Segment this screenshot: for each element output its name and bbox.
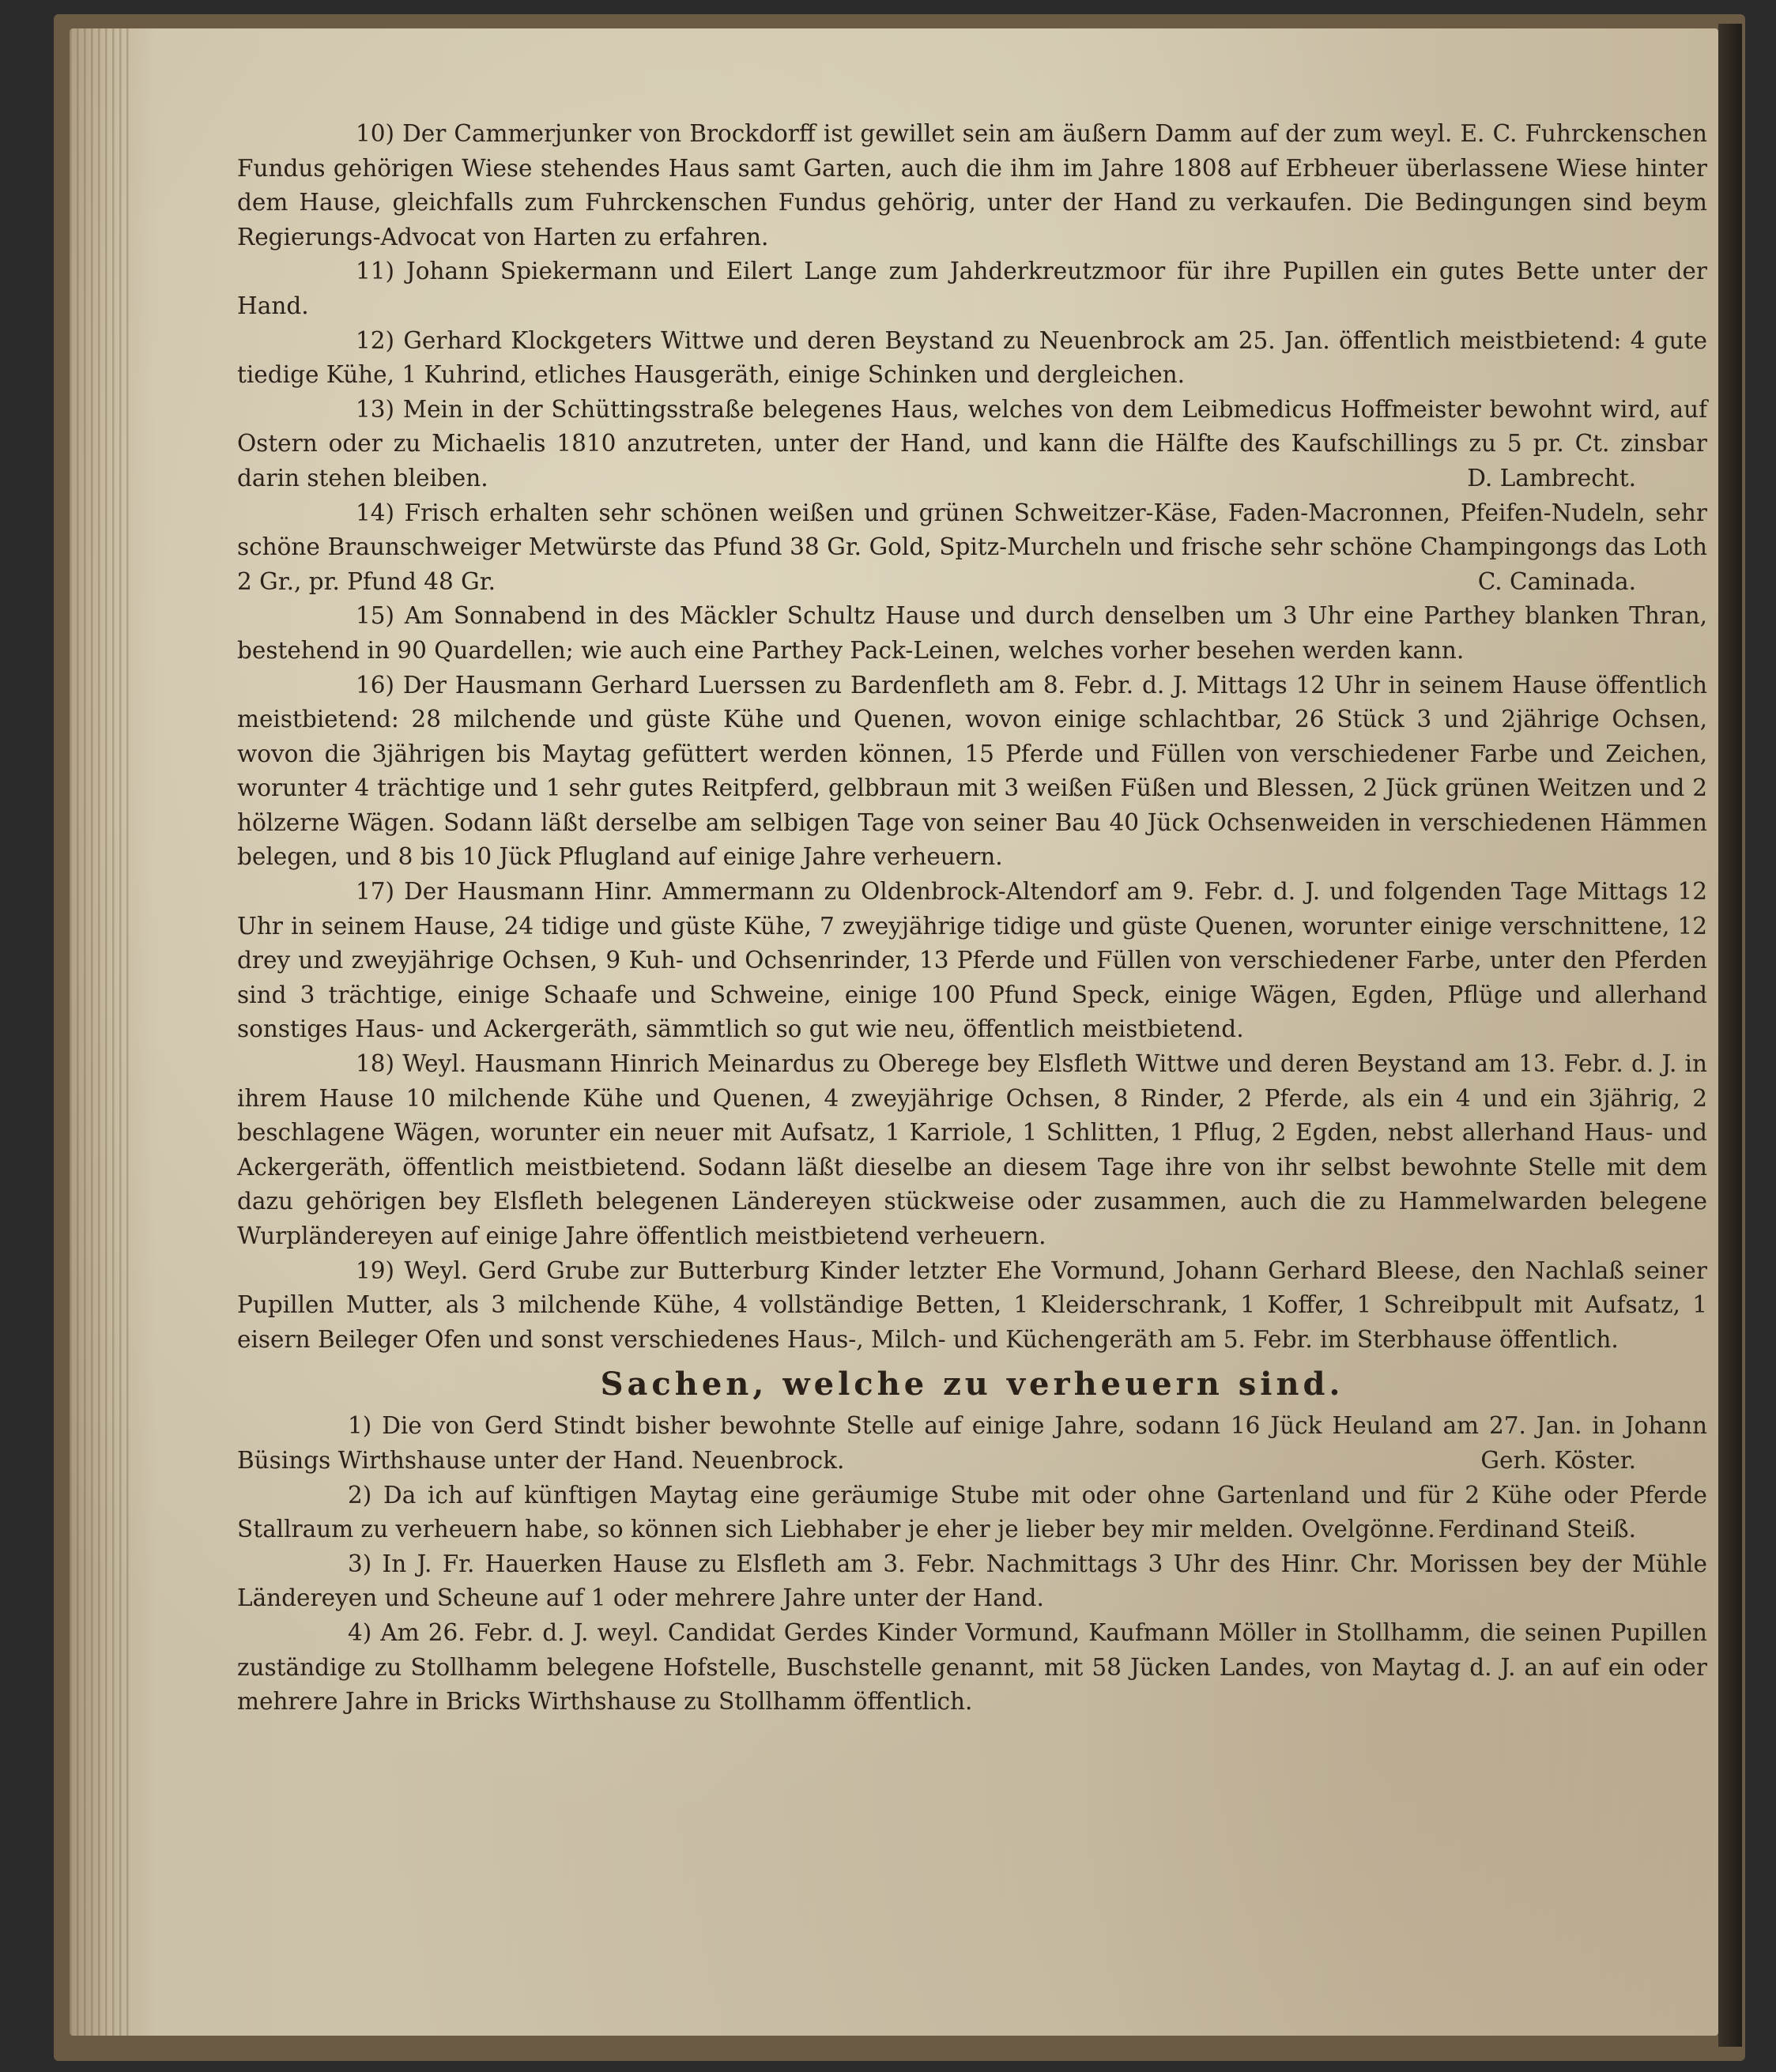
notice-text: 10) Der Cammerjunker von Brockdorff ist gewillet sein am äußern Damm auf der zum weyl. E. C. Fuhrckenschen Fundus gehörigen Wiese stehendes Haus samt Garten, auch die ihm im Jahre 1808 auf Erbheuer überlassene Wiese hinter dem Hause, gleichfalls zum Fuhrckenschen Fundus gehörig, unter der Hand zu verkaufen. Die Bedingungen sind beym Regierungs-Advocat von Harten zu erfahren. (237, 120, 1707, 251)
notice-text: 11) Johann Spiekermann und Eilert Lange zum Jahderkreutzmoor für ihre Pupillen ein gutes Bette unter der Hand. (237, 258, 1707, 319)
notice-text: 12) Gerhard Klockgeters Wittwe und deren Beystand zu Neuenbrock am 25. Jan. öffentlich meistbietend: 4 gute tiedige Kühe, 1 Kuhrind, etliches Hausgeräth, einige Schinken und dergleichen. (237, 326, 1707, 389)
binding-edge (1718, 24, 1742, 2047)
rental-4 (237, 1616, 1707, 1720)
rental-text: 1) Die von Gerd Stindt bisher bewohnte Stelle auf einige Jahre, sodann 16 Jück Heuland am 27. Jan. in Johann Büsings Wirthshause unter der Hand. Neuenbrock. (237, 1412, 1707, 1474)
notice-text: 13) Mein in der Schüttingsstraße belegenes Haus, welches von dem Leibmedicus Hoffmeister bewohnt wird, auf Ostern oder zu Michaelis 1810 anzutreten, unter der Hand, und kann die Hälfte des Kaufschillings zu 5 pr. Ct. zinsbar darin stehen bleiben. (237, 395, 1707, 492)
notice-10 (237, 117, 1707, 254)
notice-signature: D. Lambrecht. (1467, 464, 1636, 492)
notice-text: 18) Weyl. Hausmann Hinrich Meinardus zu Oberege bey Elsfleth Wittwe und deren Beystand am 13. Febr. d. J. in ihrem Hause 10 milchende Kühe und Quenen, 4 zweyjährige Ochsen, 8 Rinder, 2 Pferde, als ein 4 und ein 3jährig, 2 beschlagene Wägen, worunter ein neuer mit Aufsatz, 1 Karriole, 1 Schlitten, 1 Pflug, 2 Egden, nebst allerhand Haus- und Ackergeräth, öffentlich meistbietend. Sodann läßt dieselbe an diesem Tage ihre von ihr selbst bewohnte Stelle mit dem dazu gehörigen bey Elsfleth belegenen Ländereyen stückweise oder zusammen, auch die zu Hammelwarden belegene Wurpländereyen auf einige Jahre öffentlich meistbietend verheuern. (237, 1050, 1707, 1249)
notice-text: 19) Weyl. Gerd Grube zur Butterburg Kinder letzter Ehe Vormund, Johann Gerhard Bleese, den Nachlaß seiner Pupillen Mutter, als 3 milchende Kühe, 4 vollständige Betten, 1 Kleiderschrank, 1 Koffer, 1 Schreibpult mit Aufsatz, 1 eisern Beileger Ofen und sonst verschiedenes Haus-, Milch- und Küchengeräth am 5. Febr. im Sterbhause öffentlich. (237, 1256, 1707, 1353)
notice-19 (237, 1254, 1707, 1358)
notice-17 (237, 875, 1707, 1047)
notice-text: 14) Frisch erhalten sehr schönen weißen und grünen Schweitzer-Käse, Faden-Macronnen, Pfeifen-Nudeln, sehr schöne Braunschweiger Metwürste das Pfund 38 Gr. Gold, Spitz-Murcheln und frische sehr schöne Champingongs das Loth 2 Gr., pr. Pfund 48 Gr. (237, 499, 1707, 595)
rental-text: 2) Da ich auf künftigen Maytag eine geräumige Stube mit oder ohne Gartenland und für 2 Kühe oder Pferde Stallraum zu verheuern habe, so können sich Liebhaber je eher je lieber bey mir melden. Ovelgönne. (237, 1481, 1707, 1543)
rental-text: 4) Am 26. Febr. d. J. weyl. Candidat Gerdes Kinder Vormund, Kaufmann Möller in Stollhamm, die seinen Pupillen zuständige zu Stollhamm belegene Hofstelle, Buschstelle genannt, mit 58 Jücken Landes, von Maytag d. J. an auf ein oder mehrere Jahre in Bricks Wirthshause zu Stollhamm öffentlich. (237, 1618, 1707, 1716)
notice-18 (237, 1047, 1707, 1254)
notice-11 (237, 254, 1707, 323)
notice-text: 17) Der Hausmann Hinr. Ammermann zu Oldenbrock-Altendorf am 9. Febr. d. J. und folgenden Tage Mittags 12 Uhr in seinem Hause, 24 tidige und güste Kühe, 7 zweyjährige tidige und güste Quenen, worunter einige verschnittene, 12 drey und zweyjährige Ochsen, 9 Kuh- und Ochsenrinder, 13 Pferde und Füllen von verschiedener Farbe, unter den Pferden sind 3 trächtige, einige Schaafe und Schweine, einige 100 Pfund Speck, einige Wägen, Egden, Pflüge und allerhand sonstiges Haus- und Ackergeräth, sämmtlich so gut wie neu, öffentlich meistbietend. (237, 878, 1707, 1043)
notice-16 (237, 669, 1707, 876)
notice-12 (237, 324, 1707, 393)
section-heading: Sachen, welche zu verheuern sind. (600, 1366, 1344, 1403)
page-stack-edges (70, 28, 133, 2036)
notice-column (237, 117, 1707, 1720)
rental-text: 3) In J. Fr. Hauerken Hause zu Elsfleth am 3. Febr. Nachmittags 3 Uhr des Hinr. Chr. Morissen bey der Mühle Ländereyen und Scheune auf 1 oder mehrere Jahre unter der Hand. (237, 1550, 1707, 1612)
notice-text: 15) Am Sonnabend in des Mäckler Schultz Hause und durch denselben um 3 Uhr eine Parthey blanken Thran, bestehend in 90 Quardellen; wie auch eine Parthey Pack-Leinen, welches vorher besehen werden kann. (237, 602, 1707, 664)
rental-3 (237, 1547, 1707, 1616)
rental-signature: Gerh. Köster. (1480, 1446, 1636, 1474)
notice-text: 16) Der Hausmann Gerhard Luerssen zu Bardenfleth am 8. Febr. d. J. Mittags 12 Uhr in seinem Hause öffentlich meistbietend: 28 milchende und güste Kühe und Quenen, wovon einige schlachtbar, 26 Stück 3 und 2jährige Ochsen, wovon die 3jährigen bis Maytag gefüttert werden können, 15 Pferde und Füllen von verschiedener Farbe und Zeichen, worunter 4 trächtige und 1 sehr gutes Reitpferd, gelbbraun mit 3 weißen Füßen und Blessen, 2 Jück grünen Weitzen und 2 hölzerne Wägen. Sodann läßt derselbe am selbigen Tage von seiner Bau 40 Jück Ochsenweiden in verschiedenen Hämmen belegen, und 8 bis 10 Jück Pflugland auf einige Jahre verheuern. (237, 671, 1707, 871)
notice-signature: C. Caminada. (1477, 567, 1636, 595)
rental-signature: Ferdinand Steiß. (1438, 1516, 1636, 1543)
notice-15 (237, 599, 1707, 668)
